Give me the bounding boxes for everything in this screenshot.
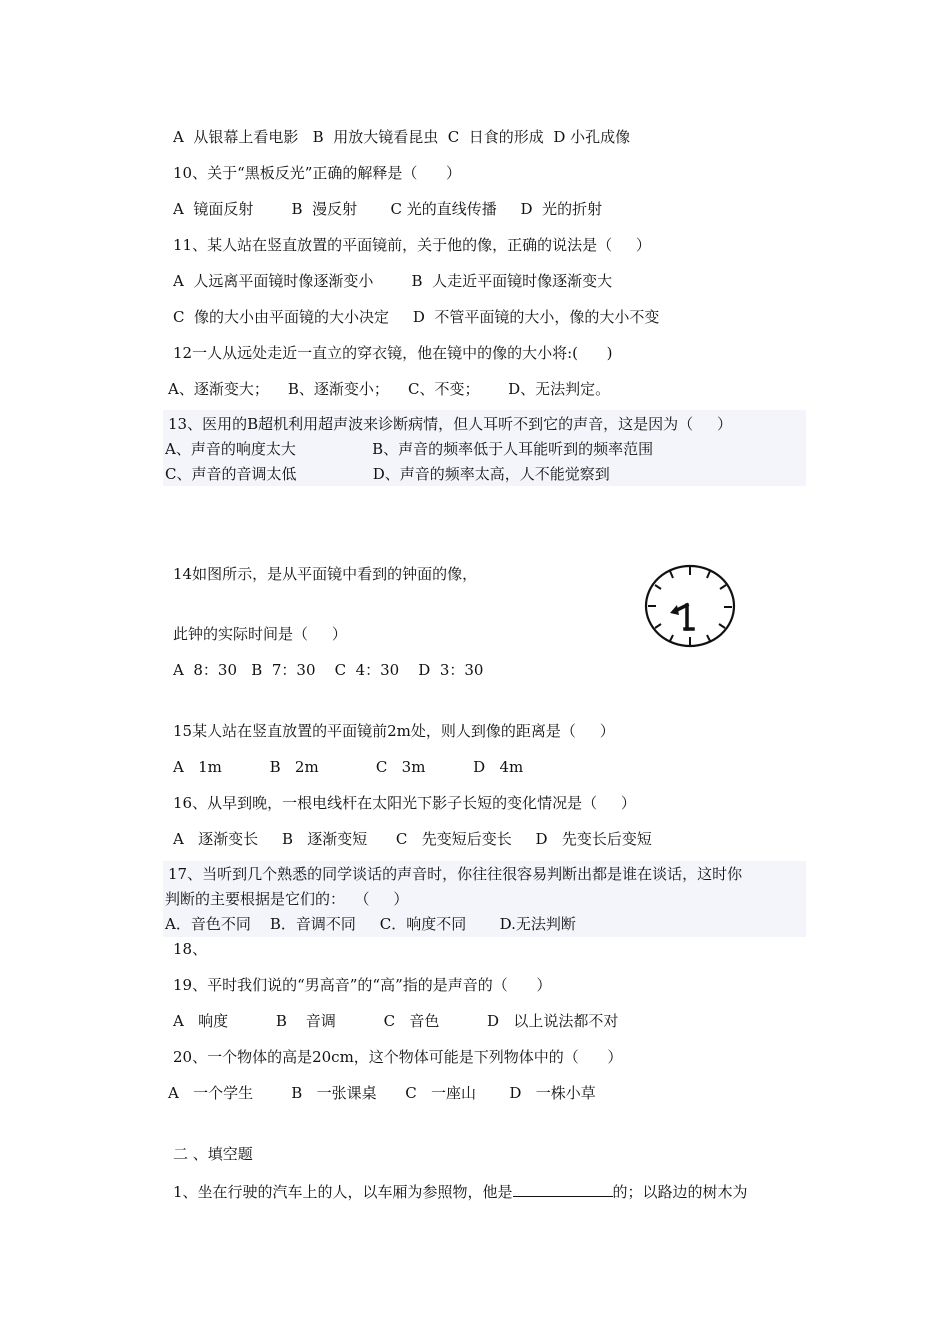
q20-stem: 20、一个物体的高是20cm，这个物体可能是下列物体中的（ ） [173, 1048, 623, 1066]
fill1-line [173, 1181, 748, 1202]
clock-face [646, 566, 734, 646]
clock-hand-arrowhead [670, 605, 679, 615]
q19-options: A 响度 B 音调 C 音色 D 以上说法都不对 [173, 1012, 619, 1030]
q11-options-ab: A 人远离平面镜时像逐渐变小 B 人走近平面镜时像逐渐变大 [173, 272, 613, 290]
q15-options: A 1m B 2m C 3m D 4m [173, 758, 524, 776]
q19-stem: 19、平时我们说的“男高音”的“高”指的是声音的（ ） [173, 976, 552, 994]
q16-stem: 16、从早到晚，一根电线杆在太阳光下影子长短的变化情况是（ ） [173, 794, 636, 812]
q14-stem: 14如图所示，是从平面镜中看到的钟面的像， [173, 565, 478, 583]
q17-stem: 17、当听到几个熟悉的同学谈话的声音时，你往往很容易判断出都是谁在谈话，这时你 [168, 865, 743, 883]
q9-options: A 从银幕上看电影 B 用放大镜看昆虫 C 日食的形成 D 小孔成像 [173, 128, 631, 146]
mirror-clock-figure [643, 563, 739, 649]
q11-options-cd: C 像的大小由平面镜的大小决定 D 不管平面镜的大小，像的大小不变 [173, 308, 660, 326]
fill1-after: 的；以路边的树木为 [612, 1183, 748, 1201]
q14-stem2: 此钟的实际时间是（ ） [173, 625, 347, 643]
section-title-fill-in: 二 、填空题 [173, 1145, 253, 1163]
q15-stem: 15某人站在竖直放置的平面镜前2m处，则人到像的距离是（ ） [173, 722, 615, 740]
q11-stem: 11、某人站在竖直放置的平面镜前，关于他的像，正确的说法是（ ） [173, 236, 651, 254]
q13-stem: 13、医用的B超机利用超声波来诊断病情，但人耳听不到它的声音，这是因为（ ） [168, 415, 732, 433]
q13-options-ab: A、声音的响度太大 B、声音的频率低于人耳能听到的频率范围 [165, 440, 654, 458]
q14-options: A 8：30 B 7：30 C 4：30 D 3：30 [173, 661, 484, 679]
clock-tick-marks [648, 567, 732, 645]
q17-options: A．音色不同 B．音调不同 C．响度不同 D.无法判断 [165, 915, 576, 933]
fill1-answer-blank[interactable] [513, 1181, 613, 1197]
q20-options: A 一个学生 B 一张课桌 C 一座山 D 一株小草 [168, 1084, 596, 1102]
q13-options-cd: C、声音的音调太低 D、声音的频率太高，人不能觉察到 [165, 465, 610, 483]
q12-options: A、逐渐变大； B、逐渐变小； C、不变； D、无法判定。 [168, 380, 611, 398]
q18-stem: 18、 [173, 940, 208, 958]
q10-options: A 镜面反射 B 漫反射 C 光的直线传播 D 光的折射 [173, 200, 603, 218]
fill1-before: 1、坐在行驶的汽车上的人，以车厢为参照物，他是 [173, 1183, 513, 1201]
q12-stem: 12一人从远处走近一直立的穿衣镜，他在镜中的像的大小将:( ) [173, 344, 613, 362]
q16-options: A 逐渐变长 B 逐渐变短 C 先变短后变长 D 先变长后变短 [173, 830, 652, 848]
q17-stem2: 判断的主要根据是它们的： （ ） [165, 890, 409, 908]
q10-stem: 10、关于“黑板反光”正确的解释是（ ） [173, 164, 462, 182]
